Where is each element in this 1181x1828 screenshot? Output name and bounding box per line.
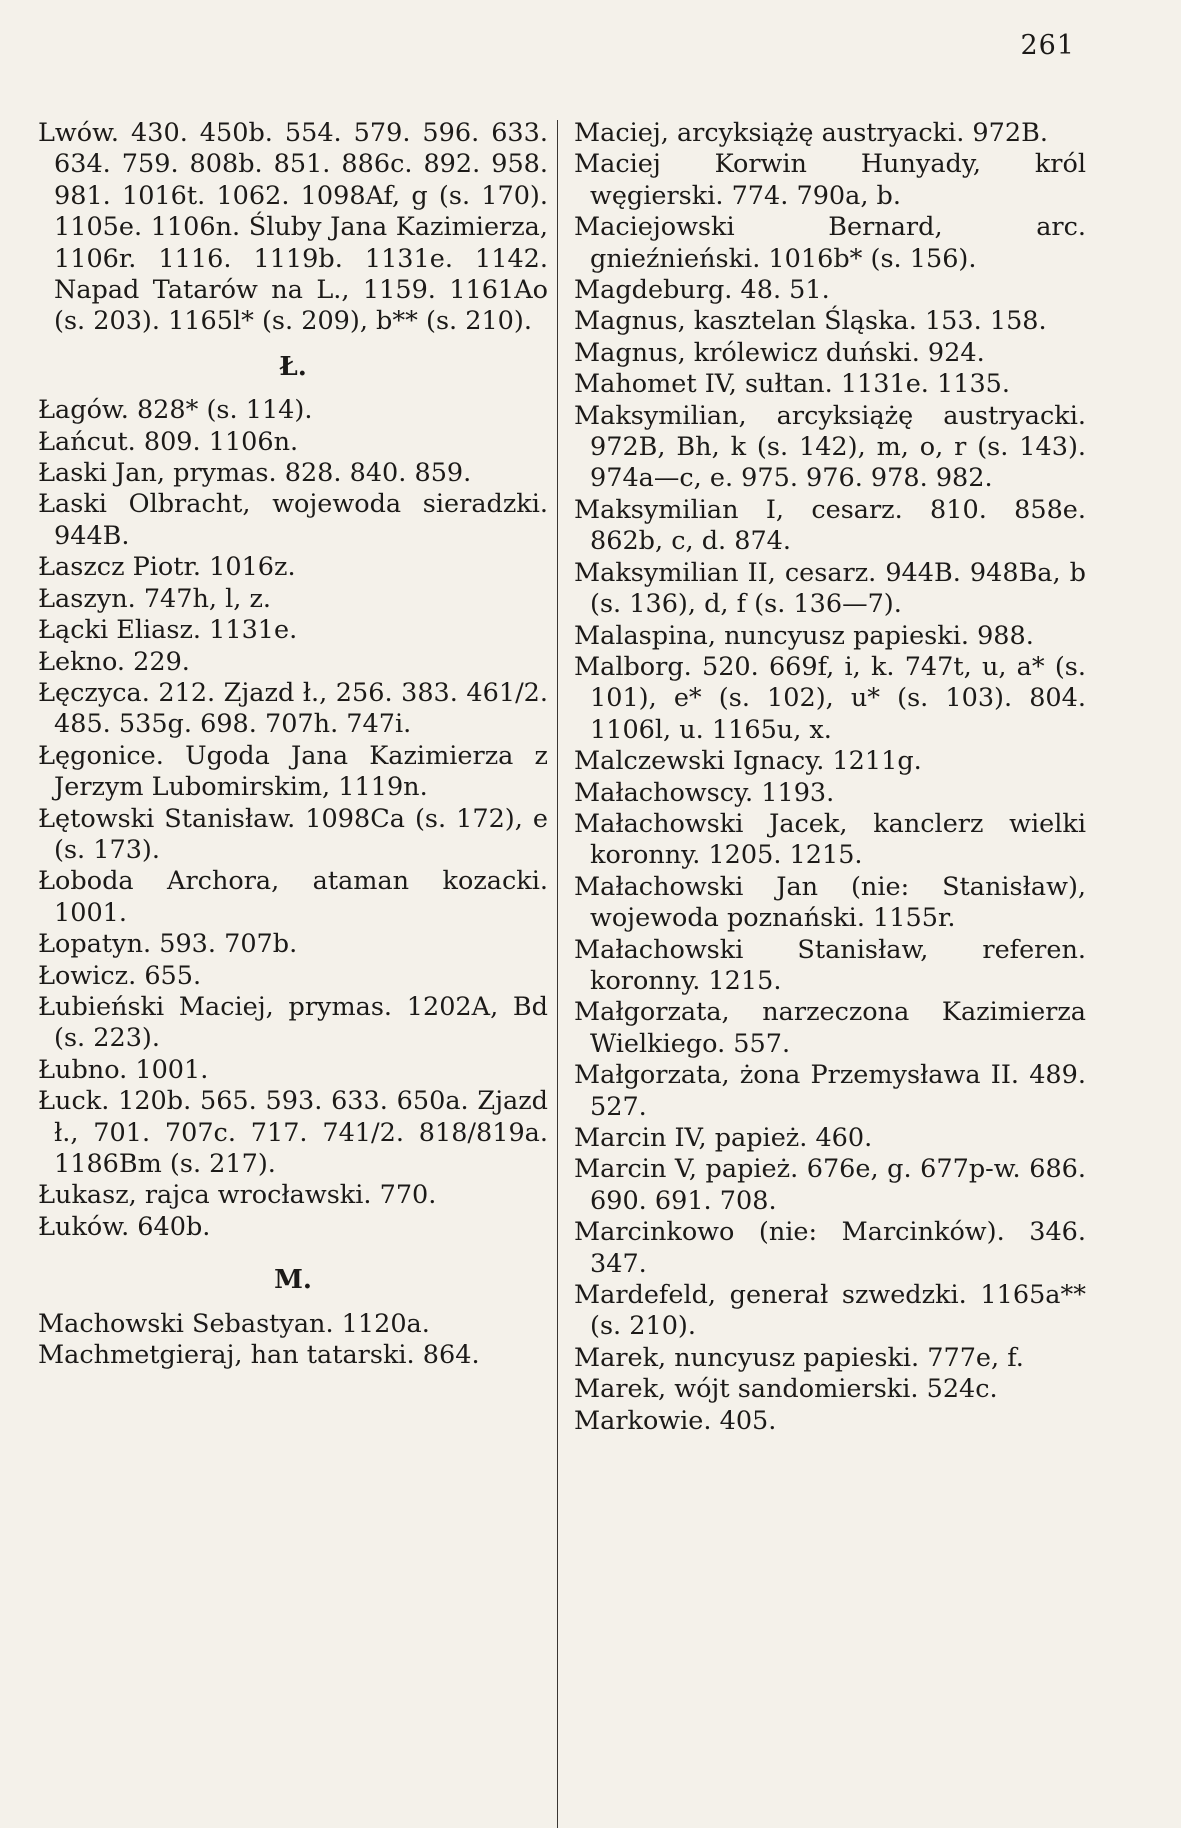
section-heading-l: Ł. (279, 351, 307, 382)
index-entry: Marek, nuncyusz papieski. 777e, f. (574, 1342, 1024, 1373)
index-entry: Łowicz. 655. (38, 960, 202, 991)
index-entry: Małachowski Jan (nie: Stanisław), wojewoda poznański. 1155r. (574, 871, 1086, 934)
intro-entries (38, 118, 548, 338)
index-entry: Łuków. 640b. (38, 1211, 211, 1242)
index-entry: Łekno. 229. (38, 646, 190, 677)
index-entry: Łętowski Stanisław. 1098Ca (s. 172), e (s. 173). (38, 803, 548, 865)
index-entry: Małachowski Stanisław, referen. koronny. 1215. (574, 934, 1086, 996)
section-heading-m: M. (274, 1265, 312, 1296)
index-entry: Mahomet IV, sułtan. 1131e. 1135. (574, 369, 1011, 400)
section-m-entries (38, 1309, 548, 1372)
index-entry: Malborg. 520. 669f, i, k. 747t, u, a* (s. 101), e* (s. 102), u* (s. 103). 804. 1106l, u. 1165u, x. (574, 651, 1086, 745)
index-entry: Maksymilian I, cesarz. 810. 858e. 862b, c, d. 874. (574, 494, 1086, 557)
index-entry: Machowski Sebastyan. 1120a. (38, 1308, 430, 1339)
index-entry: Machmetgieraj, han tatarski. 864. (38, 1340, 480, 1371)
index-entry: Łagów. 828* (s. 114). (38, 395, 313, 426)
index-entry: Maciej Korwin Hunyady, król węgierski. 774. 790a, b. (574, 149, 1086, 211)
index-entry: Łaszcz Piotr. 1016z. (38, 552, 296, 583)
right-column (574, 118, 1086, 1437)
index-entry: Marcin IV, papież. 460. (574, 1123, 873, 1153)
index-entry: Maciej, arcyksiążę austryacki. 972B. (574, 118, 1048, 148)
index-entry: Maksymilian II, cesarz. 944B. 948Ba, b (s. 136), d, f (s. 136—7). (574, 557, 1086, 620)
index-entry: Łukasz, rajca wrocławski. 770. (38, 1180, 437, 1211)
index-entry: Lwów. 430. 450b. 554. 579. 596. 633. 634. 759. 808b. 851. 886c. 892. 958. 981. 1016t. 1062. 1098Af, g (s. 170). 1105e. 1106n. Śluby Jana Kazimierza, 1106r. 1116. 1119b. 1131e. 1142. Napad Tatarów na L., 1159. 1161Ao (s. 203). 1165l* (s. 209), b** (s. 210). (38, 118, 548, 337)
index-entry: Magdeburg. 48. 51. (574, 275, 830, 306)
index-entry: Markowie. 405. (574, 1405, 777, 1436)
index-entry: Łęczyca. 212. Zjazd ł., 256. 383. 461/2. 485. 535g. 698. 707h. 747i. (38, 677, 548, 740)
index-entry: Małachowscy. 1193. (574, 777, 835, 808)
index-entry: Łoboda Archora, ataman kozacki. 1001. (38, 866, 548, 928)
index-entry: Łopatyn. 593. 707b. (38, 929, 298, 960)
index-entry: Malaspina, nuncyusz papieski. 988. (574, 620, 1034, 651)
index-entry: Magnus, kasztelan Śląska. 153. 158. (574, 306, 1047, 337)
index-entry: Łącki Eliasz. 1131e. (38, 615, 298, 646)
index-entry: Magnus, królewicz duński. 924. (574, 337, 985, 368)
index-entry: Łuck. 120b. 565. 593. 633. 650a. Zjazd ł., 701. 707c. 717. 741/2. 818/819a. 1186Bm (s. 217). (38, 1086, 548, 1179)
index-entry: Łaski Jan, prymas. 828. 840. 859. (38, 458, 472, 489)
index-entry: Maksymilian, arcyksiążę austryacki. 972B, Bh, k (s. 142), m, o, r (s. 143). 974a—c, e. 975. 976. 978. 982. (574, 400, 1086, 494)
index-entry: Małachowski Jacek, kanclerz wielki koronny. 1205. 1215. (574, 808, 1086, 871)
index-entry: Marcin V, papież. 676e, g. 677p-w. 686. 690. 691. 708. (574, 1154, 1086, 1216)
index-entry: Malczewski Ignacy. 1211g. (574, 746, 922, 777)
index-entry: Łaszyn. 747h, l, z. (38, 583, 272, 614)
page-number: 261 (1020, 30, 1075, 61)
left-column (38, 118, 548, 1371)
index-entry: Marcinkowo (nie: Marcinków). 346. 347. (574, 1217, 1086, 1279)
right-entries (574, 118, 1086, 1437)
index-entry: Małgorzata, narzeczona Kazimierza Wielkiego. 557. (574, 997, 1086, 1059)
index-entry: Łaski Olbracht, wojewoda sieradzki. 944B. (38, 489, 548, 551)
index-entry: Marek, wójt sandomierski. 524c. (574, 1374, 998, 1405)
index-entry: Łęgonice. Ugoda Jana Kazimierza z Jerzym Lubomirskim, 1119n. (38, 740, 548, 803)
index-entry: Łańcut. 809. 1106n. (38, 426, 299, 457)
index-entry: Łubieński Maciej, prymas. 1202A, Bd (s. 223). (38, 991, 548, 1054)
index-entry: Maciejowski Bernard, arc. gnieźnieński. 1016b* (s. 156). (574, 212, 1086, 274)
index-entry: Mardefeld, generał szwedzki. 1165a** (s. 210). (574, 1280, 1086, 1342)
section-l-entries (38, 395, 548, 1243)
column-divider (557, 120, 558, 1828)
index-entry: Łubno. 1001. (38, 1054, 209, 1085)
index-entry: Małgorzata, żona Przemysława II. 489. 527. (574, 1060, 1086, 1122)
